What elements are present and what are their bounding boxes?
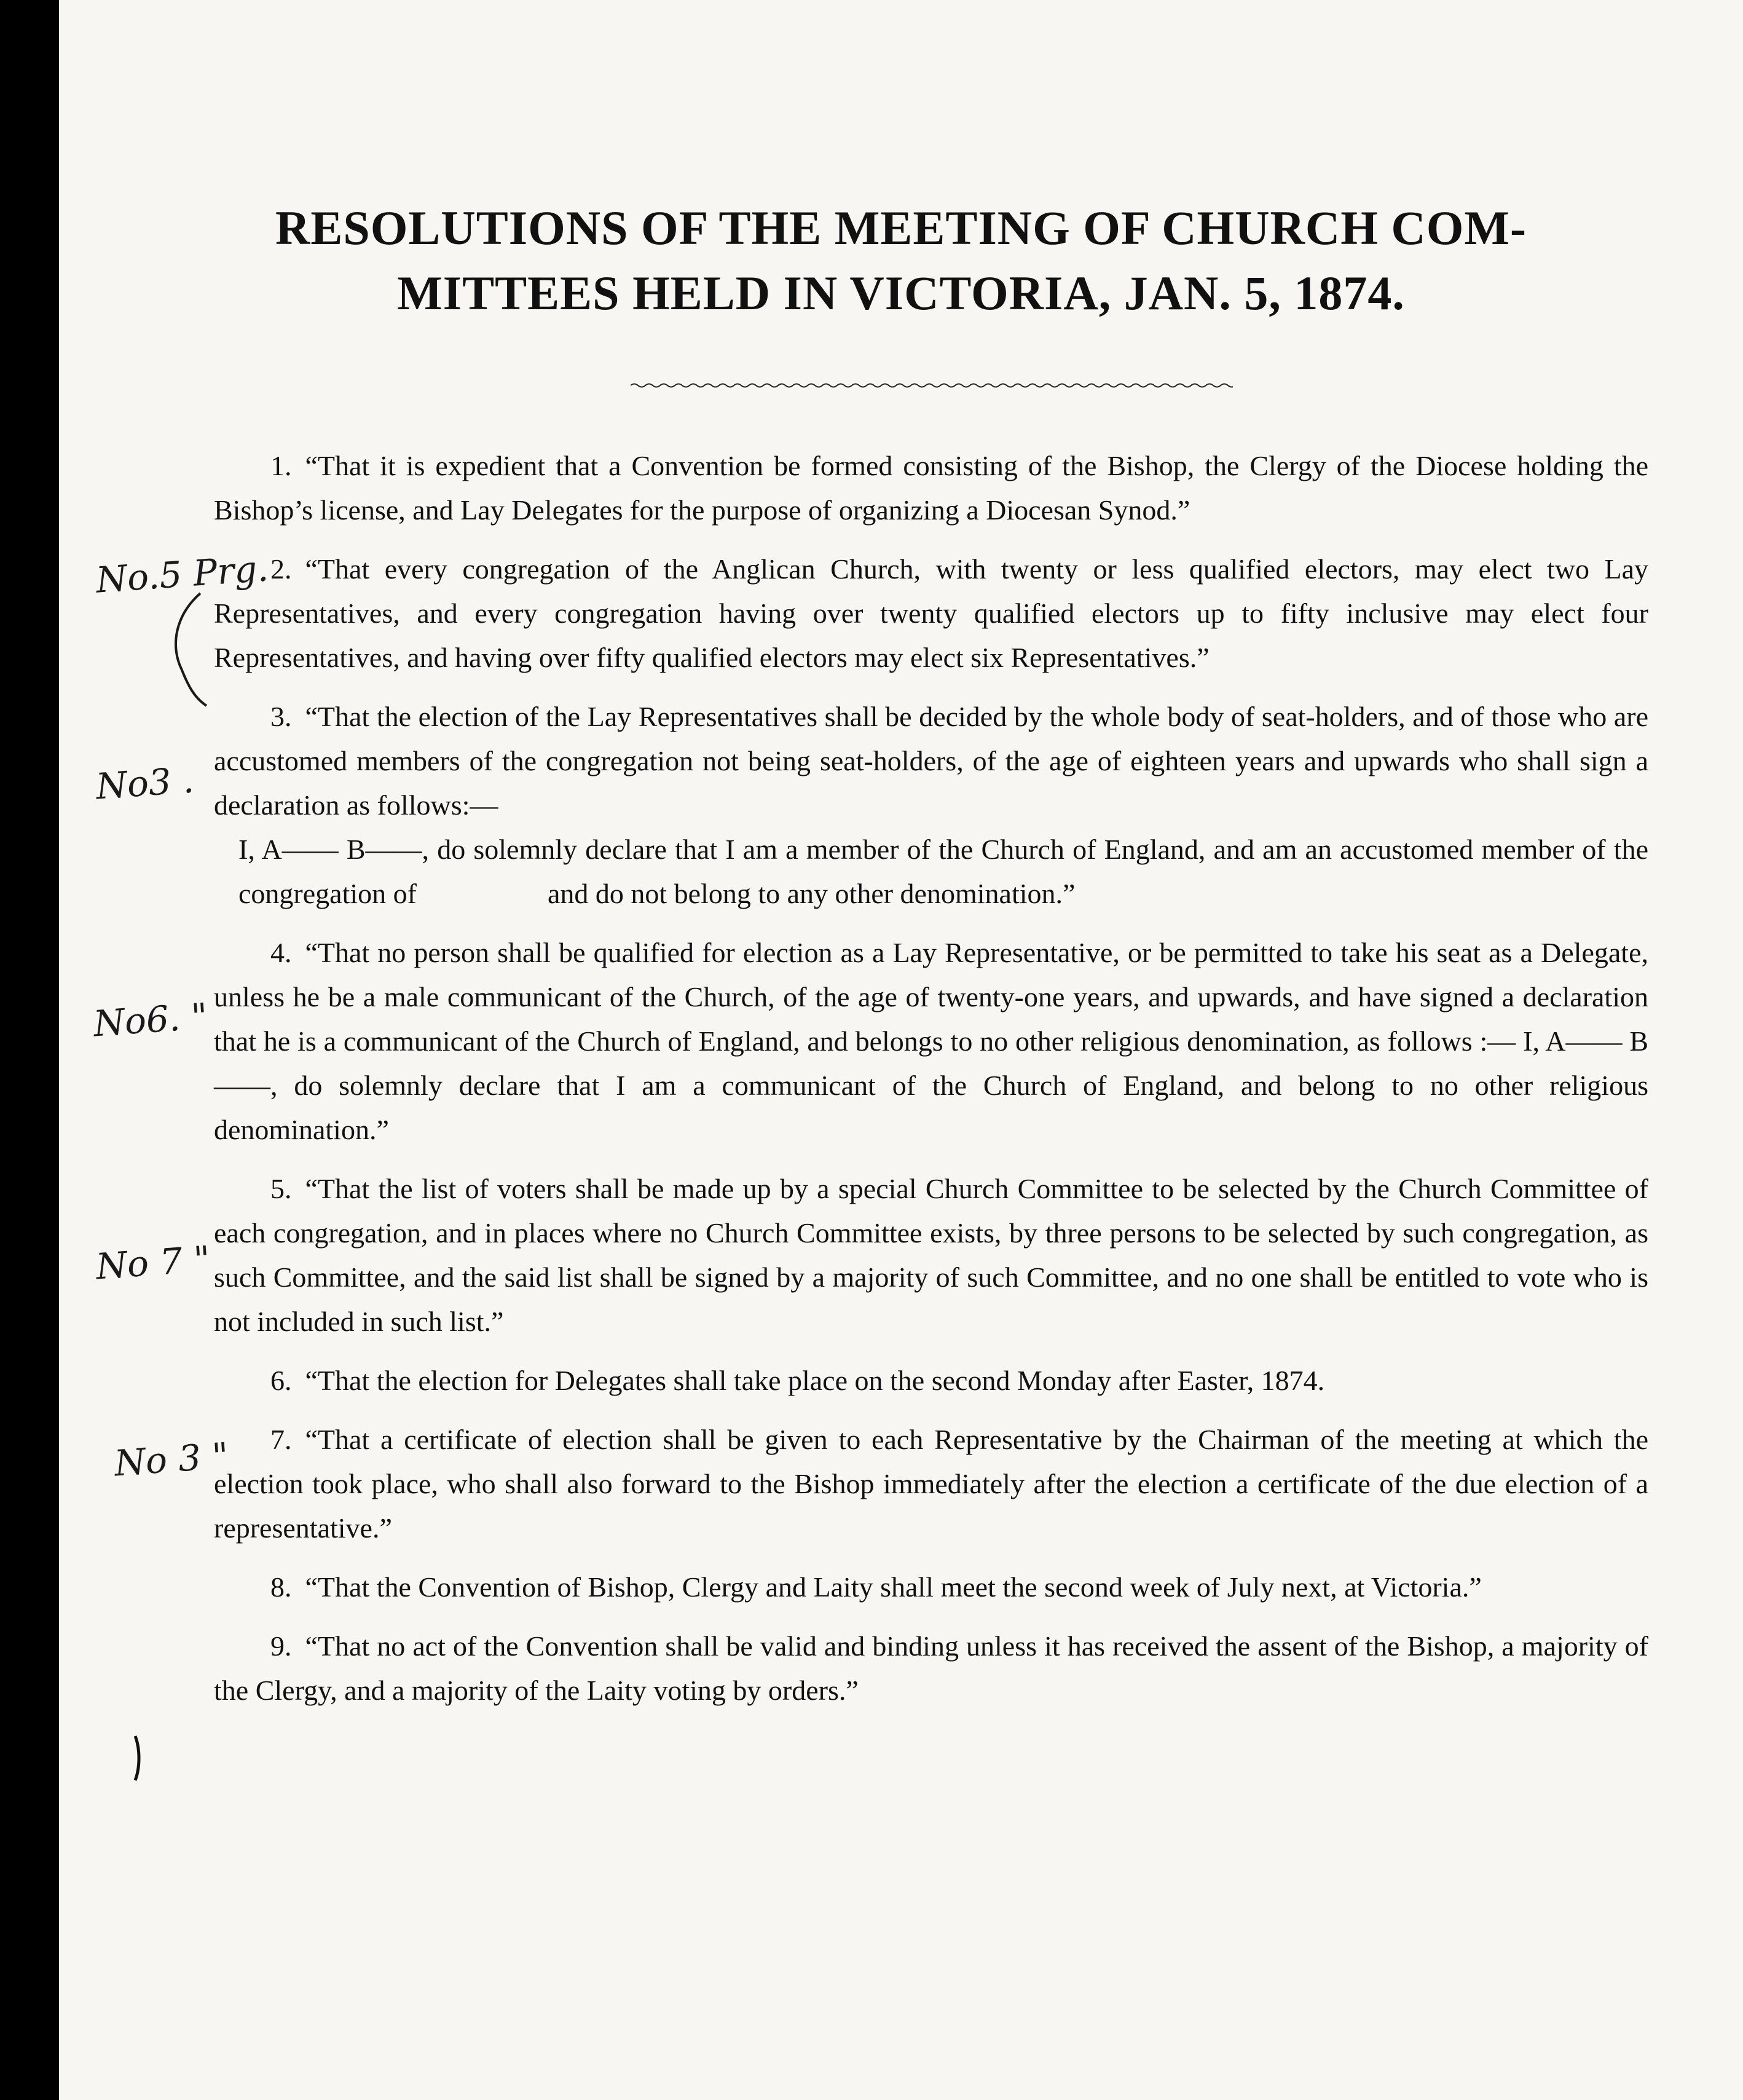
- resolution-3-declaration: [214, 827, 1648, 916]
- handwritten-brace: [163, 590, 213, 707]
- resolution-text: “That the election for Delegates shall take place on the second Monday after Easter, 1874.: [305, 1365, 1325, 1396]
- margin-note-resolution-3: No3 .: [94, 759, 195, 808]
- resolution-text: “That the list of voters shall be made up by a special Church Committee to be selected by the Church Committee of each congregation, and in places where no Church Committee exists, by three persons to be selected by such congregation, as such Committee, and the said list shall be signed by a majority of such Committee, and no one shall be entitled to vote who is not included in such list.”: [214, 1173, 1648, 1337]
- resolution-number: 7.: [270, 1424, 292, 1455]
- title-line-2: MITTEES HELD IN VICTORIA, JAN. 5, 1874.: [397, 266, 1405, 320]
- resolution-text: “That the Convention of Bishop, Clergy and Laity shall meet the second week of July next, at Victoria.”: [305, 1571, 1482, 1603]
- document-title: [59, 195, 1743, 326]
- margin-note-resolution-5: No 7 ": [94, 1238, 212, 1288]
- resolution-text: “That no act of the Convention shall be valid and binding unless it has received the assent of the Bishop, a majority of the Clergy, and a majority of the Laity voting by orders.”: [214, 1630, 1648, 1706]
- resolution-7: [214, 1418, 1648, 1550]
- resolution-text: “That a certificate of election shall be given to each Representative by the Chairman of the meeting at which the election took place, who shall also forward to the Bishop immediately after the election a certificate of the due election of a representative.”: [214, 1424, 1648, 1544]
- declaration-text-b: and do not belong to any other denomination.”: [547, 878, 1076, 909]
- resolution-number: 3.: [270, 701, 292, 732]
- edge-mark: [133, 1734, 141, 1783]
- margin-note-resolution-2: No.5 Prg.: [94, 547, 270, 601]
- resolution-number: 4.: [270, 937, 292, 968]
- resolution-6: [214, 1359, 1648, 1403]
- resolution-8: [214, 1565, 1648, 1609]
- resolution-text: “That it is expedient that a Convention be formed consisting of the Bishop, the Clergy of the Diocese holding the Bishop’s license, and Lay Delegates for the purpose of organizing a Diocesan Synod.”: [214, 450, 1648, 526]
- title-divider: [631, 381, 1233, 390]
- resolution-3: [214, 695, 1648, 827]
- resolutions-list: [214, 444, 1648, 1727]
- resolution-number: 6.: [270, 1365, 292, 1396]
- resolution-text: “That no person shall be qualified for election as a Lay Representative, or be permitted to take his seat as a Delegate, unless he be a male communicant of the Church, of the age of twenty-one years, and upwards, and have signed a declaration that he is a communicant of the Church of England, and belongs to no other religious denomination, as follows :— I, A—— B——, do solemnly declare that I am a communicant of the Church of England, and belong to no other religious denomination.”: [214, 937, 1648, 1145]
- resolution-number: 1.: [270, 450, 292, 481]
- margin-note-resolution-6: No 3 ": [112, 1434, 230, 1485]
- margin-note-resolution-4: No6. ": [92, 995, 210, 1045]
- resolution-5: [214, 1167, 1648, 1344]
- resolution-number: 8.: [270, 1571, 292, 1603]
- resolution-2: [214, 547, 1648, 680]
- title-line-1: RESOLUTIONS OF THE MEETING OF CHURCH COM-: [275, 201, 1527, 255]
- resolution-text: “That every congregation of the Anglican Church, with twenty or less qualified electors, may elect two Lay Representatives, and every congregation having over twenty qualified electors up to fifty inclusive may elect four Representatives, and having over fifty qualified electors may elect six Representatives.”: [214, 553, 1648, 673]
- resolution-number: 5.: [270, 1173, 292, 1204]
- resolution-number: 2.: [270, 553, 292, 585]
- resolution-9: [214, 1624, 1648, 1713]
- resolution-4: [214, 931, 1648, 1152]
- resolution-1: [214, 444, 1648, 532]
- resolution-text: “That the election of the Lay Representatives shall be decided by the whole body of seat-holders, and of those who are accustomed members of the congregation not being seat-holders, of the age of eighteen years and upwards who shall sign a declaration as follows:—: [214, 701, 1648, 821]
- declaration-text-a: I, A—— B——, do solemnly declare that I am a member of the Church of England, and am an accustomed member of the congregation of: [238, 834, 1648, 909]
- document-page: [59, 0, 1743, 2100]
- resolution-number: 9.: [270, 1630, 292, 1662]
